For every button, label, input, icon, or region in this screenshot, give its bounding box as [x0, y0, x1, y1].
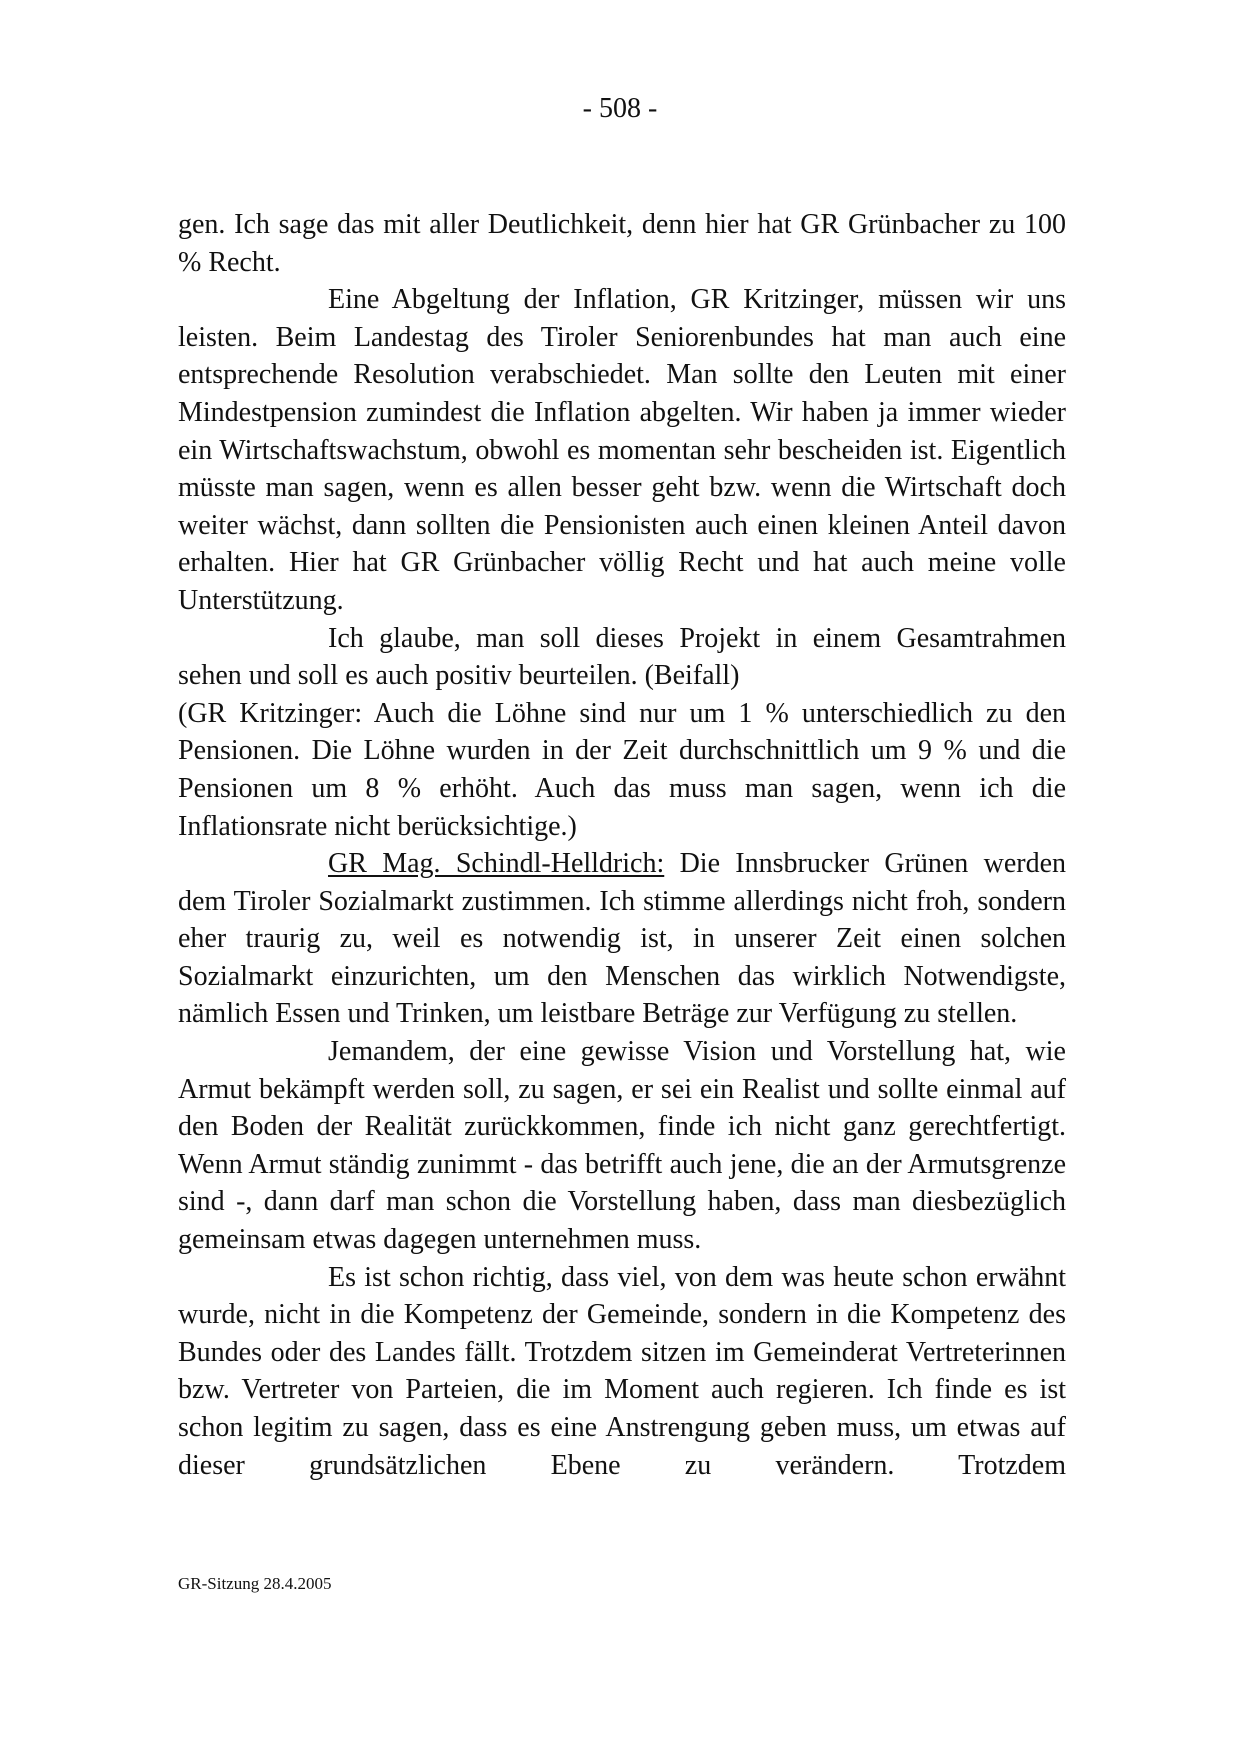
page-number: - 508 - — [582, 93, 658, 124]
paragraph: Es ist schon richtig, dass viel, von dem was heute schon erwähnt wurde, nicht in die Kompetenz der Gemeinde, sondern in die Kompetenz des Bundes oder des Landes fällt. Trotzdem sitzen im Gemeinderat Vertreterinnen bzw. Vertreter von Parteien, die im Moment auch regieren. Ich finde es ist schon legitim zu sagen, dass es eine Anstrengung geben muss, um etwas auf dieser grundsätzlichen Ebene zu verändern. Trotzdem — [178, 1261, 1066, 1481]
paragraph: Ich glaube, man soll dieses Projekt in einem Gesamtrahmen sehen und soll es auch positiv beurteilen. (Beifall) — [178, 622, 1066, 692]
paragraph: gen. Ich sage das mit aller Deutlichkeit, denn hier hat GR Grünbacher zu 100 % Recht. — [178, 209, 1066, 278]
speaker-text: Die Innsbrucker Grünen werden dem Tiroler Sozialmarkt zustimmen. Ich stimme allerdings nicht froh, sondern eher traurig zu, weil es notwendig ist, in unserer Zeit einen solchen Sozialmarkt einzurichten, um den Menschen das wirklich Notwendigste, nämlich Essen und Trinken, um leistbare Beträge zur Verfügung zu stellen. — [178, 848, 1067, 1030]
interjection-paragraph: (GR Kritzinger: Auch die Löhne sind nur um 1 % unterschiedlich zu den Pensionen. Die Löhne wurden in der Zeit durchschnittlich um 9 % und die Pensionen um 8 % erhöht. Auch das muss man sagen, wenn ich die Inflationsrate nicht berücksichtige.) — [178, 697, 1066, 842]
speaker-paragraph — [178, 845, 1066, 1033]
speaker-name: GR Mag. Schindl-Helldrich: — [328, 848, 665, 880]
footer-session-date: GR-Sitzung 28.4.2005 — [178, 1574, 332, 1593]
paragraph: Jemandem, der eine gewisse Vision und Vorstellung hat, wie Armut bekämpft werden soll, zu sagen, er sei ein Realist und sollte einmal auf den Boden der Realität zurückkommen, finde ich nicht ganz gerechtfertigt. Wenn Armut ständig zunimmt - das betrifft auch jene, die an der Armutsgrenze sind -, dann darf man schon die Vorstellung haben, dass man diesbezüglich gemeinsam etwas dagegen unternehmen muss. — [178, 1036, 1066, 1256]
paragraph: Eine Abgeltung der Inflation, GR Kritzinger, müssen wir uns leisten. Beim Landestag des Tiroler Seniorenbundes hat man auch eine entsprechende Resolution verabschiedet. Man sollte den Leuten mit einer Mindestpension zumindest die Inflation abgelten. Wir haben ja immer wieder ein Wirtschaftswachstum, obwohl es momentan sehr bescheiden ist. Eigentlich müsste man sagen, wenn es allen besser geht bzw. wenn die Wirtschaft doch weiter wächst, dann sollten die Pensionisten auch einen kleinen Anteil davon erhalten. Hier hat GR Grünbacher völlig Recht und hat auch meine volle Unterstützung. — [178, 284, 1066, 616]
document-body — [178, 206, 1066, 1484]
